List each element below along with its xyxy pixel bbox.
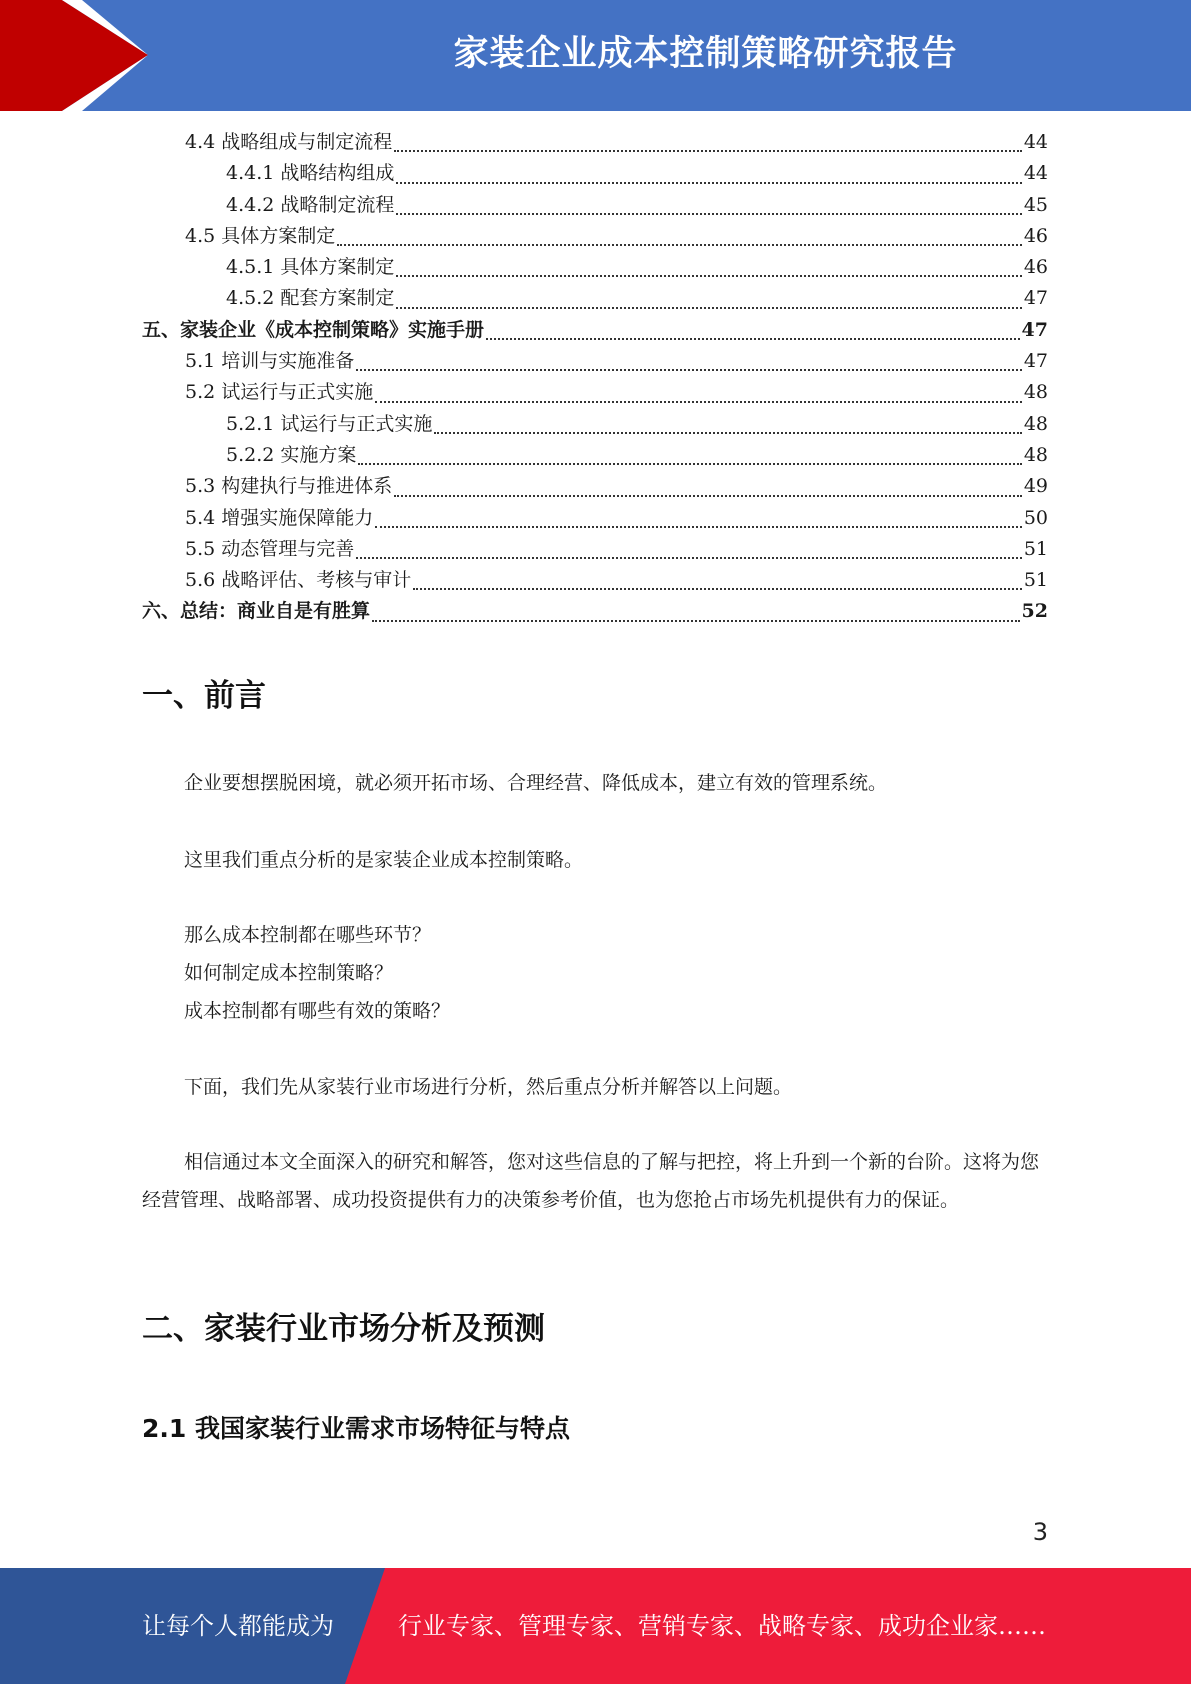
toc-entry[interactable] [142,283,1048,314]
section-title-preface: 一、前言 [142,678,266,714]
page-footer [0,1568,1191,1684]
toc-entry[interactable] [142,221,1048,252]
toc-entry-page: 48 [1023,381,1048,404]
toc-entry-label: 5.3 构建执行与推进体系 [185,475,393,498]
report-title: 家装企业成本控制策略研究报告 [453,34,958,74]
toc-dot-leader [486,337,1020,340]
toc-entry-page: 47 [1023,287,1048,310]
toc-entry-label: 5.2.1 试运行与正式实施 [226,412,433,435]
toc-entry[interactable] [142,252,1048,283]
toc-entry-page: 50 [1023,506,1048,529]
toc-entry-page: 52 [1021,600,1048,623]
toc-entry[interactable] [142,471,1048,502]
header-chevron-decoration [0,0,240,111]
toc-entry-label: 5.6 战略评估、考核与审计 [185,569,412,592]
toc-entry-label: 5.2.2 实施方案 [226,443,357,466]
toc-dot-leader [337,243,1022,246]
toc-entry-page: 46 [1023,224,1048,247]
footer-slogan-right: 行业专家、管理专家、营销专家、战略专家、成功企业家…… [398,1612,1046,1640]
toc-entry-page: 47 [1023,350,1048,373]
paragraph: 下面，我们先从家装行业市场进行分析，然后重点分析并解答以上问题。 [184,1076,793,1098]
toc-dot-leader [396,274,1021,277]
toc-dot-leader [356,368,1022,371]
toc-dot-leader [372,619,1020,622]
toc-entry-label: 4.5 具体方案制定 [185,224,336,247]
toc-entry-page: 51 [1023,569,1048,592]
toc-dot-leader [396,181,1021,184]
toc-entry-page: 48 [1023,412,1048,435]
toc-entry-page: 45 [1023,193,1048,216]
toc-entry[interactable] [142,596,1048,627]
toc-dot-leader [358,462,1021,465]
toc-entry-label: 六、总结：商业自是有胜算 [142,600,371,623]
toc-entry-label: 4.5.1 具体方案制定 [226,256,395,279]
paragraph: 这里我们重点分析的是家装企业成本控制策略。 [184,849,584,871]
toc-entry[interactable] [142,346,1048,377]
toc-entry-page: 44 [1023,131,1048,153]
toc-dot-leader [375,400,1022,403]
toc-dot-leader [356,556,1022,559]
toc-entry-label: 5.4 增强实施保障能力 [185,506,374,529]
toc-dot-leader [394,494,1022,497]
page-number: 3 [1032,1518,1048,1546]
toc-entry-label: 4.4.2 战略制定流程 [226,193,395,216]
toc-entry-page: 47 [1021,318,1048,341]
toc-dot-leader [434,431,1021,434]
toc-entry-page: 49 [1023,475,1048,498]
toc-entry[interactable] [142,409,1048,440]
toc-entry[interactable] [142,127,1048,158]
question-item: 如何制定成本控制策略？ [184,962,394,984]
toc-entry-page: 51 [1023,537,1048,560]
toc-entry[interactable] [142,190,1048,221]
toc-entry-label: 4.4 战略组成与制定流程 [185,131,393,153]
paragraph: 企业要想摆脱困境，就必须开拓市场、合理经营、降低成本，建立有效的管理系统。 [184,772,888,794]
toc-entry[interactable] [142,534,1048,565]
toc-entry-label: 五、家装企业《成本控制策略》实施手册 [142,318,485,341]
toc-dot-leader [394,149,1022,152]
toc-entry[interactable] [142,503,1048,534]
toc-dot-leader [396,212,1021,215]
footer-slogan-left: 让每个人都能成为 [142,1612,334,1640]
toc-entry[interactable] [142,565,1048,596]
question-list [184,916,450,1030]
paragraph: 相信通过本文全面深入的研究和解答，您对这些信息的了解与把控，将上升到一个新的台阶。这将为您经营管理、战略部署、成功投资提供有力的决策参考价值，也为您抢占市场先机提供有力的保证。 [142,1151,1040,1211]
question-item: 那么成本控制都在哪些环节？ [184,924,432,946]
toc-entry-label: 5.1 培训与实施准备 [185,350,355,373]
toc-entry-label: 5.5 动态管理与完善 [185,537,355,560]
toc-entry-label: 4.5.2 配套方案制定 [226,287,395,310]
toc-entry[interactable] [142,440,1048,471]
toc-entry-label: 5.2 试运行与正式实施 [185,381,374,404]
toc-dot-leader [396,306,1021,309]
toc-entry-page: 48 [1023,443,1048,466]
toc-entry[interactable] [142,377,1048,408]
toc-entry[interactable] [142,315,1048,346]
table-of-contents [142,127,1048,628]
toc-entry-label: 4.4.1 战略结构组成 [226,162,395,185]
toc-dot-leader [375,525,1022,528]
toc-entry-page: 46 [1023,256,1048,279]
section-title-market-analysis: 二、家装行业市场分析及预测 [142,1311,545,1347]
toc-entry[interactable] [142,158,1048,189]
toc-dot-leader [413,587,1022,590]
toc-entry-page: 44 [1023,162,1048,185]
subsection-title: 2.1 我国家装行业需求市场特征与特点 [142,1414,570,1443]
page-header [0,0,1191,111]
question-item: 成本控制都有哪些有效的策略？ [184,1000,451,1022]
